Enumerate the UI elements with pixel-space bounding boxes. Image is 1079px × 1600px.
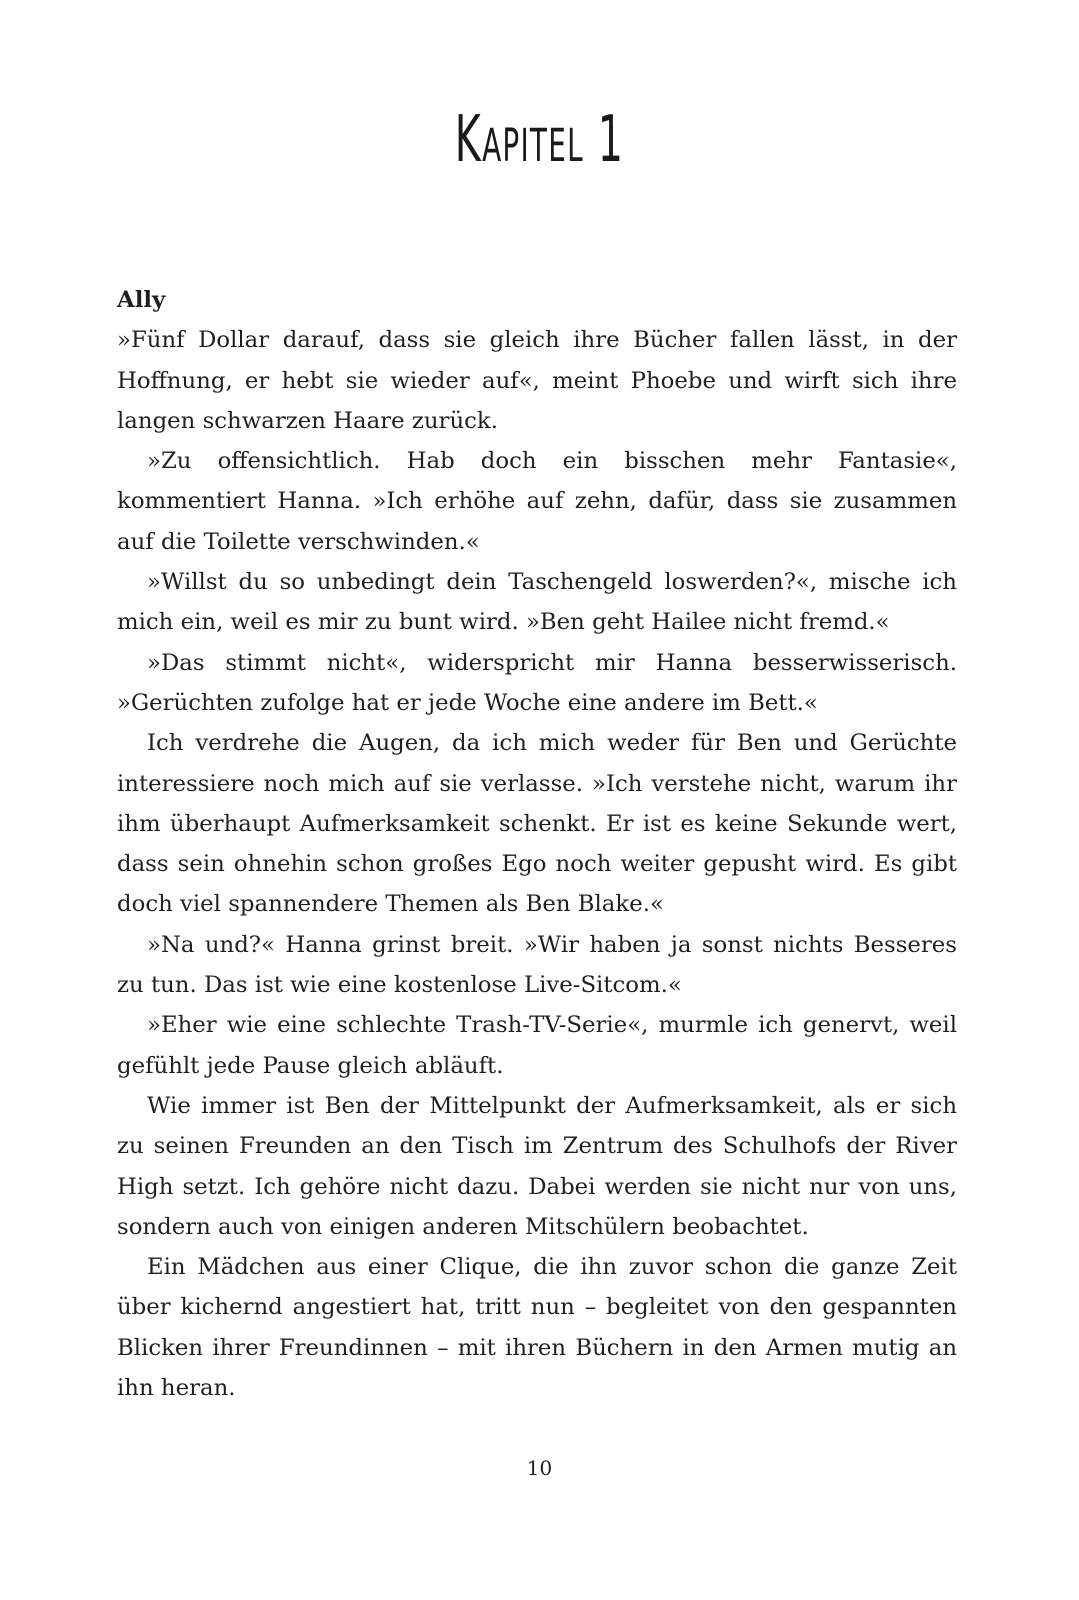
chapter-body — [117, 280, 957, 1408]
paragraph: »Willst du so unbedingt dein Taschengeld loswerden?«, mische ich mich ein, weil es mir zu bunt wird. »Ben geht Hailee nicht fremd.« — [117, 569, 957, 636]
paragraph: Ich verdrehe die Augen, da ich mich weder für Ben und Gerüchte interessiere noch mich auf sie verlasse. »Ich verstehe nicht, warum ihr ihm überhaupt Aufmerksamkeit schenkt. Er ist es keine Sekunde wert, dass sein ohnehin schon großes Ego noch weiter gepusht wird. Es gibt doch viel spannendere Themen als Ben Blake.« — [117, 730, 957, 918]
speaker-heading: Ally — [117, 287, 166, 313]
paragraph: »Eher wie eine schlechte Trash-TV-Serie«, murmle ich genervt, weil gefühlt jede Pause gleich abläuft. — [117, 1012, 957, 1079]
paragraph: »Zu offensichtlich. Hab doch ein bisschen mehr Fantasie«, kommentiert Hanna. »Ich erhöhe auf zehn, dafür, dass sie zusammen auf die Toilette verschwinden.« — [117, 448, 957, 555]
paragraph: Wie immer ist Ben der Mittelpunkt der Aufmerksamkeit, als er sich zu seinen Freunden an den Tisch im Zentrum des Schulhofs der River High setzt. Ich gehöre nicht dazu. Dabei werden sie nicht nur von uns, sondern auch von einigen anderen Mitschülern beobachtet. — [117, 1092, 957, 1240]
paragraph: »Das stimmt nicht«, widerspricht mir Hanna besserwisserisch. »Gerüchten zufolge hat er jede Woche eine andere im Bett.« — [117, 649, 957, 716]
paragraph: »Fünf Dollar darauf, dass sie gleich ihre Bücher fallen lässt, in der Hoffnung, er hebt sie wieder auf«, meint Phoebe und wirft sich ihre langen schwarzen Haare zurück. — [117, 327, 957, 434]
paragraph: Ein Mädchen aus einer Clique, die ihn zuvor schon die ganze Zeit über kichernd angestiert hat, tritt nun – begleitet von den gespannten Blicken ihrer Freundinnen – mit ihren Büchern in den Armen mutig an ihn heran. — [117, 1254, 957, 1402]
chapter-title: Kapitel 1 — [454, 103, 625, 177]
page-number: 10 — [526, 1456, 553, 1480]
paragraph: »Na und?« Hanna grinst breit. »Wir haben ja sonst nichts Besseres zu tun. Das ist wie eine kostenlose Live-Sitcom.« — [117, 931, 957, 999]
